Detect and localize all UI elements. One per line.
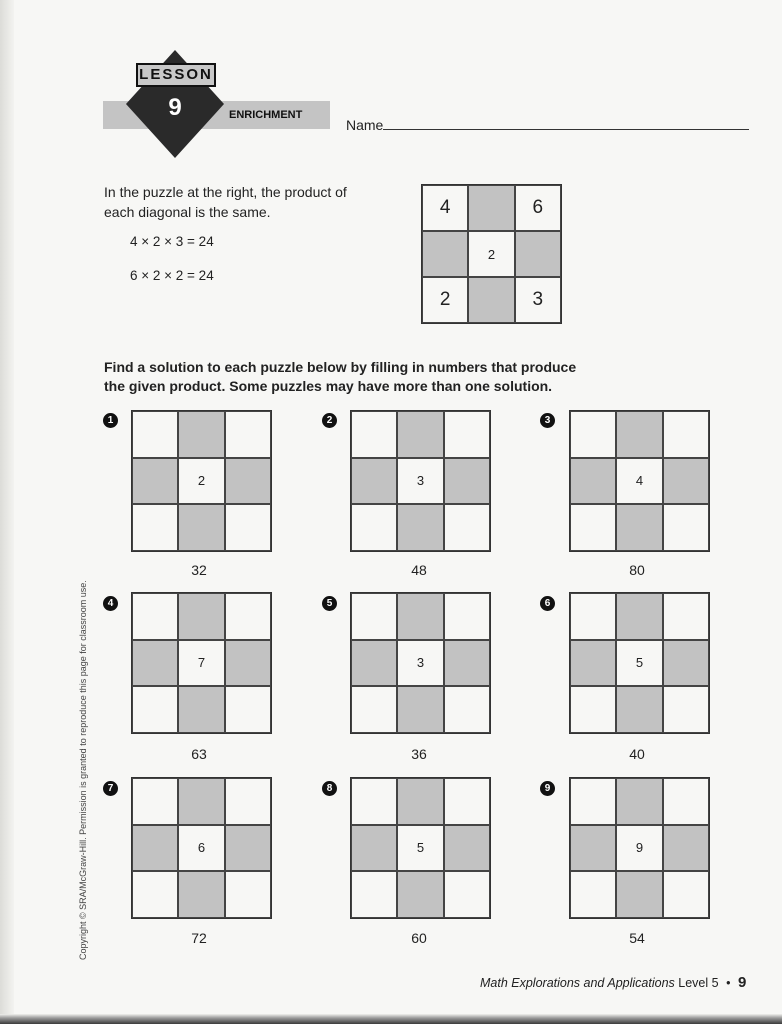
puzzle-number-badge: 4	[103, 596, 118, 611]
intro-text: In the puzzle at the right, the product of each diagonal is the same.	[104, 184, 347, 220]
example-cell-top-right: 6	[515, 185, 561, 231]
answer-cell[interactable]	[616, 686, 662, 733]
answer-cell[interactable]	[351, 458, 397, 505]
answer-cell[interactable]	[663, 825, 709, 872]
enrichment-label: ENRICHMENT	[229, 109, 303, 121]
answer-cell[interactable]	[616, 871, 662, 918]
answer-cell[interactable]	[351, 504, 397, 551]
answer-cell[interactable]	[444, 458, 490, 505]
puzzle-number-badge: 7	[103, 781, 118, 796]
puzzle-number-badge: 9	[540, 781, 555, 796]
target-product: 40	[629, 746, 645, 762]
answer-cell[interactable]	[444, 640, 490, 687]
answer-cell[interactable]	[444, 825, 490, 872]
puzzle-number-badge: 1	[103, 413, 118, 428]
answer-cell[interactable]	[663, 778, 709, 825]
answer-cell[interactable]	[570, 871, 616, 918]
example-cell-bottom-left: 2	[422, 277, 468, 323]
center-cell: 6	[178, 825, 224, 872]
answer-cell[interactable]	[570, 593, 616, 640]
scan-edge-left	[0, 0, 14, 1024]
answer-cell[interactable]	[178, 593, 224, 640]
answer-cell[interactable]	[663, 871, 709, 918]
example-cell-middle-left	[422, 231, 468, 277]
puzzle-grid	[350, 777, 491, 919]
answer-cell[interactable]	[225, 411, 271, 458]
name-label: Name	[346, 117, 384, 133]
answer-cell[interactable]	[132, 411, 178, 458]
answer-cell[interactable]	[397, 504, 443, 551]
name-field[interactable]	[383, 129, 749, 130]
answer-cell[interactable]	[663, 411, 709, 458]
page-number: 9	[737, 974, 747, 991]
answer-cell[interactable]	[663, 504, 709, 551]
answer-cell[interactable]	[444, 504, 490, 551]
answer-cell[interactable]	[225, 825, 271, 872]
puzzle-number-badge: 8	[322, 781, 337, 796]
instructions: Find a solution to each puzzle below by filling in numbers that produce the given product. Some puzzles may have more than one solution.	[104, 359, 577, 394]
answer-cell[interactable]	[570, 778, 616, 825]
scan-edge-bottom	[0, 1014, 782, 1024]
answer-cell[interactable]	[444, 593, 490, 640]
answer-cell[interactable]	[132, 504, 178, 551]
center-cell: 7	[178, 640, 224, 687]
answer-cell[interactable]	[663, 458, 709, 505]
target-product: 60	[411, 930, 427, 946]
puzzle-number-badge: 2	[322, 413, 337, 428]
answer-cell[interactable]	[178, 411, 224, 458]
answer-cell[interactable]	[225, 593, 271, 640]
answer-cell[interactable]	[444, 411, 490, 458]
target-product: 80	[629, 562, 645, 578]
puzzle-grid	[131, 410, 272, 552]
answer-cell[interactable]	[351, 825, 397, 872]
answer-cell[interactable]	[570, 825, 616, 872]
puzzle-number-badge: 3	[540, 413, 555, 428]
target-product: 54	[629, 930, 645, 946]
answer-cell[interactable]	[444, 686, 490, 733]
puzzle-number-badge: 6	[540, 596, 555, 611]
answer-cell[interactable]	[570, 686, 616, 733]
answer-cell[interactable]	[178, 778, 224, 825]
center-cell: 3	[397, 458, 443, 505]
equation-2: 6 × 2 × 2 = 24	[130, 268, 214, 283]
center-cell: 3	[397, 640, 443, 687]
answer-cell[interactable]	[616, 411, 662, 458]
answer-cell[interactable]	[178, 686, 224, 733]
answer-cell[interactable]	[225, 458, 271, 505]
footer-bullet: •	[726, 976, 731, 990]
copyright-notice: Copyright © SRA/McGraw-Hill. Permission is granted to reproduce this page for classroom use.	[78, 580, 88, 960]
answer-cell[interactable]	[397, 871, 443, 918]
example-cell-top-middle	[468, 185, 514, 231]
book-title: Math Explorations and Applications	[480, 976, 675, 990]
answer-cell[interactable]	[397, 778, 443, 825]
answer-cell[interactable]	[351, 778, 397, 825]
answer-cell[interactable]	[444, 871, 490, 918]
example-cell-top-left: 4	[422, 185, 468, 231]
target-product: 72	[191, 930, 207, 946]
puzzle-grid	[350, 410, 491, 552]
answer-cell[interactable]	[132, 778, 178, 825]
answer-cell[interactable]	[351, 593, 397, 640]
answer-cell[interactable]	[225, 640, 271, 687]
answer-cell[interactable]	[351, 411, 397, 458]
center-cell: 4	[616, 458, 662, 505]
answer-cell[interactable]	[225, 686, 271, 733]
page-footer	[480, 974, 746, 991]
answer-cell[interactable]	[132, 458, 178, 505]
target-product: 36	[411, 746, 427, 762]
target-product: 48	[411, 562, 427, 578]
answer-cell[interactable]	[132, 640, 178, 687]
answer-cell[interactable]	[178, 504, 224, 551]
example-cell-bottom-right: 3	[515, 277, 561, 323]
center-cell: 5	[616, 640, 662, 687]
puzzle-grid	[569, 777, 710, 919]
puzzle-grid	[350, 592, 491, 734]
answer-cell[interactable]	[351, 871, 397, 918]
answer-cell[interactable]	[351, 640, 397, 687]
answer-cell[interactable]	[616, 593, 662, 640]
answer-cell[interactable]	[397, 411, 443, 458]
answer-cell[interactable]	[178, 871, 224, 918]
answer-cell[interactable]	[132, 825, 178, 872]
answer-cell[interactable]	[397, 686, 443, 733]
example-cell-bottom-middle	[468, 277, 514, 323]
lesson-number: 9	[168, 94, 182, 121]
answer-cell[interactable]	[132, 871, 178, 918]
answer-cell[interactable]	[225, 504, 271, 551]
center-cell: 5	[397, 825, 443, 872]
example-grid	[421, 184, 562, 324]
answer-cell[interactable]	[663, 640, 709, 687]
answer-cell[interactable]	[663, 593, 709, 640]
answer-cell[interactable]	[570, 411, 616, 458]
puzzle-grid	[131, 777, 272, 919]
answer-cell[interactable]	[570, 458, 616, 505]
level-label: Level 5	[678, 976, 719, 990]
answer-cell[interactable]	[225, 871, 271, 918]
answer-cell[interactable]	[397, 593, 443, 640]
target-product: 63	[191, 746, 207, 762]
answer-cell[interactable]	[616, 504, 662, 551]
answer-cell[interactable]	[444, 778, 490, 825]
center-cell: 9	[616, 825, 662, 872]
example-cell-middle-right	[515, 231, 561, 277]
answer-cell[interactable]	[132, 593, 178, 640]
answer-cell[interactable]	[663, 686, 709, 733]
puzzle-grid	[569, 410, 710, 552]
center-cell: 2	[178, 458, 224, 505]
lesson-label: LESSON	[136, 63, 216, 87]
puzzle-grid	[131, 592, 272, 734]
target-product: 32	[191, 562, 207, 578]
answer-cell[interactable]	[132, 686, 178, 733]
equation-1: 4 × 2 × 3 = 24	[130, 234, 214, 249]
answer-cell[interactable]	[351, 686, 397, 733]
answer-cell[interactable]	[616, 778, 662, 825]
answer-cell[interactable]	[570, 504, 616, 551]
puzzle-grid	[569, 592, 710, 734]
answer-cell[interactable]	[570, 640, 616, 687]
answer-cell[interactable]	[225, 778, 271, 825]
puzzle-number-badge: 5	[322, 596, 337, 611]
example-cell-center: 2	[468, 231, 514, 277]
